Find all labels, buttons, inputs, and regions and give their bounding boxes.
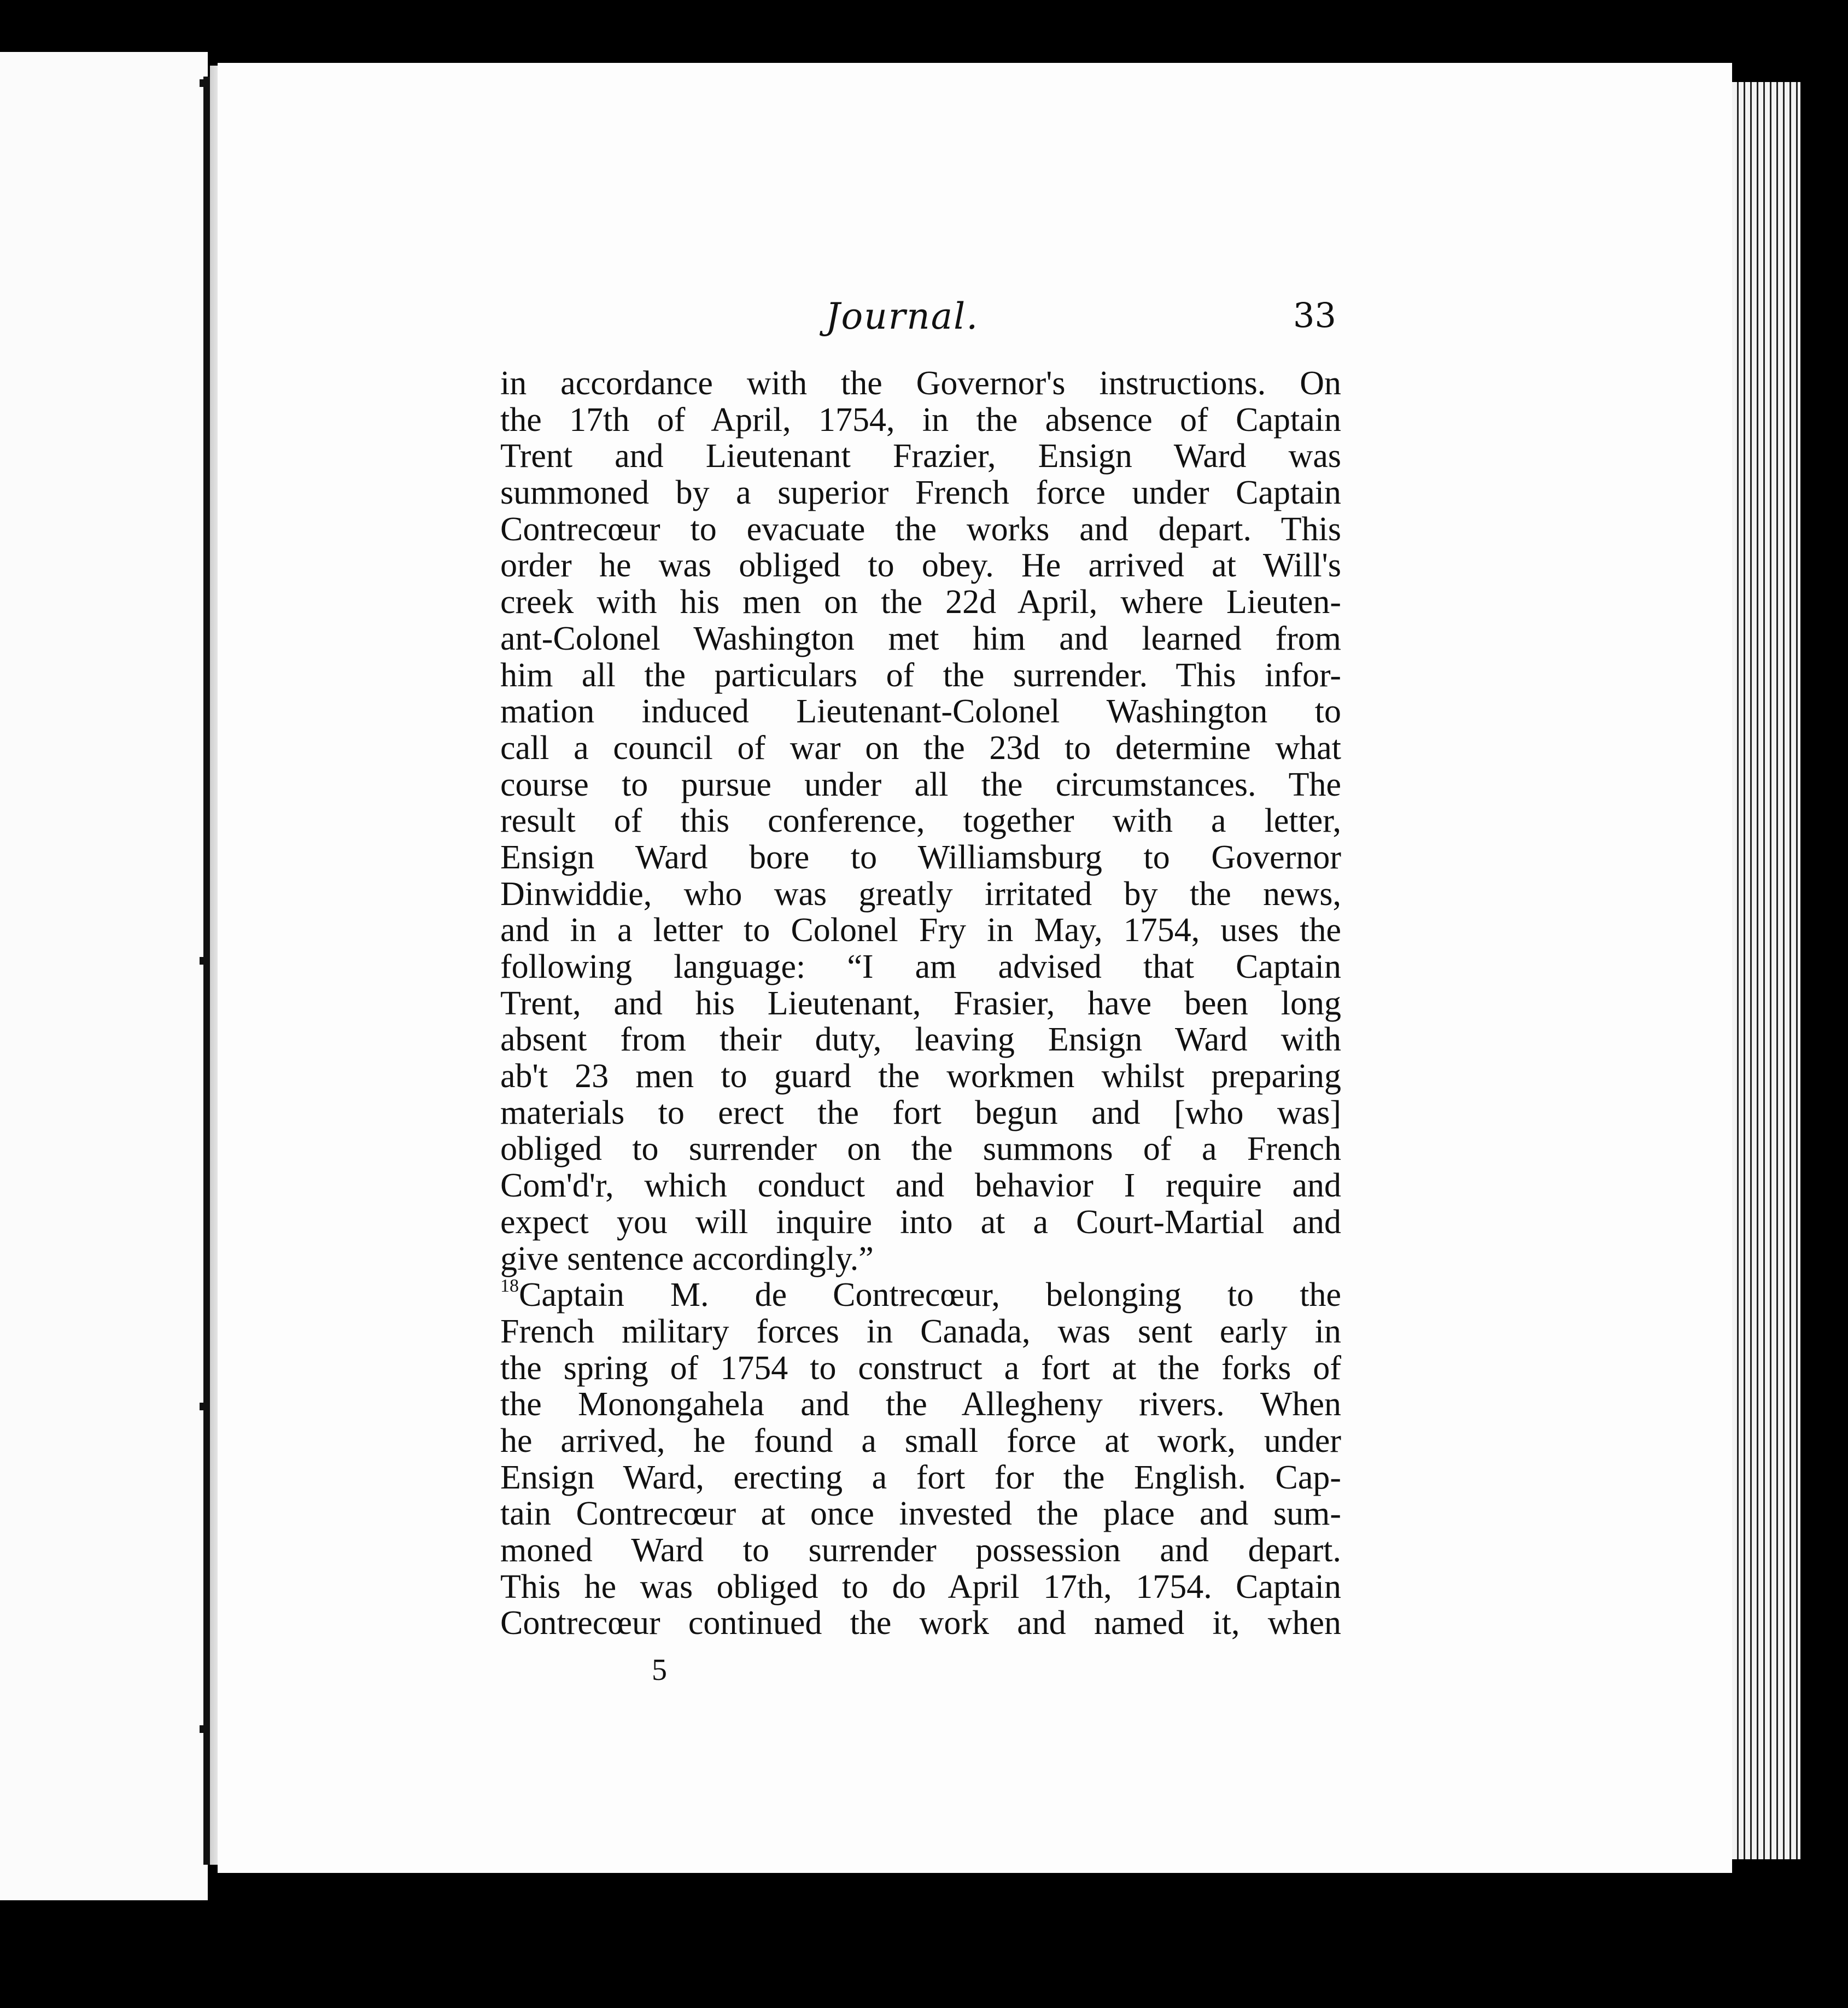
text-line: order he was obliged to obey. He arrived at Will's [500,547,1341,585]
signature-mark: 5 [652,1653,667,1687]
stacked-page-edges [1732,82,1800,1859]
footnote-line: French military forces in Canada, was sent early in [500,1312,1341,1350]
text-line: result of this conference, together with a letter, [500,802,1341,840]
text-line: call a council of war on the 23d to determine what [500,729,1341,767]
text-line: give sentence accordingly.” [500,1240,874,1277]
text-line: mation induced Lieutenant-Colonel Washington to [500,693,1341,731]
text-line: Contrecœur to evacuate the works and depart. This [500,510,1341,548]
footnote-line: he arrived, he found a small force at work, under [500,1422,1341,1460]
text-line: him all the particulars of the surrender. This infor- [500,656,1341,694]
text-line: Trent, and his Lieutenant, Frasier, have been long [500,984,1341,1022]
footnote-line: Ensign Ward, erecting a fort for the English. Cap- [500,1458,1341,1496]
page-number: 33 [1293,295,1336,335]
footnote-line: tain Contrecœur at once invested the place and sum- [500,1495,1341,1533]
text-line: and in a letter to Colonel Fry in May, 1754, uses the [500,912,1341,949]
text-line: Com'd'r, which conduct and behavior I require and [500,1167,1341,1205]
text-line: summoned by a superior French force under Captain [500,474,1341,512]
text-line: ab't 23 men to guard the workmen whilst preparing [500,1058,1341,1095]
text-line: materials to erect the fort begun and [who was] [500,1094,1341,1131]
footnote-line: the Monongahela and the Allegheny rivers. When [500,1386,1341,1423]
footnote-line [500,1277,1341,1314]
text-line: Trent and Lieutenant Frazier, Ensign Ward was [500,437,1341,475]
text-line: expect you will inquire into at a Court-Martial and [500,1203,1341,1241]
text-line: following language: “I am advised that Captain [500,948,1341,985]
text-line: in accordance with the Governor's instructions. On [500,365,1341,402]
body-text [500,365,1341,1642]
footnote-line: moned Ward to surrender possession and depart. [500,1532,1341,1569]
footnote-line: Contrecœur continued the work and named it, when [500,1604,1341,1642]
running-head: Journal. [826,295,979,337]
footnote-line: This he was obliged to do April 17th, 1754. Captain [500,1568,1341,1606]
footnote-marker: 18 [500,1276,519,1297]
text-line: creek with his men on the 22d April, where Lieuten- [500,583,1341,621]
text-line: course to pursue under all the circumstances. The [500,766,1341,803]
footnote-line: the spring of 1754 to construct a fort at the forks of [500,1349,1341,1387]
text-line: absent from their duty, leaving Ensign Ward with [500,1021,1341,1059]
text-line: obliged to surrender on the summons of a French [500,1130,1341,1168]
footnote-text: Captain M. de Contrecœur, belonging to the [519,1276,1341,1314]
text-line: Ensign Ward bore to Williamsburg to Governor [500,838,1341,876]
book-binding-edge [203,77,210,1865]
text-line: ant-Colonel Washington met him and learned from [500,620,1341,657]
text-line: the 17th of April, 1754, in the absence of Captain [500,401,1341,439]
left-page-margin [0,52,208,1900]
text-line: Dinwiddie, who was greatly irritated by the news, [500,875,1341,913]
